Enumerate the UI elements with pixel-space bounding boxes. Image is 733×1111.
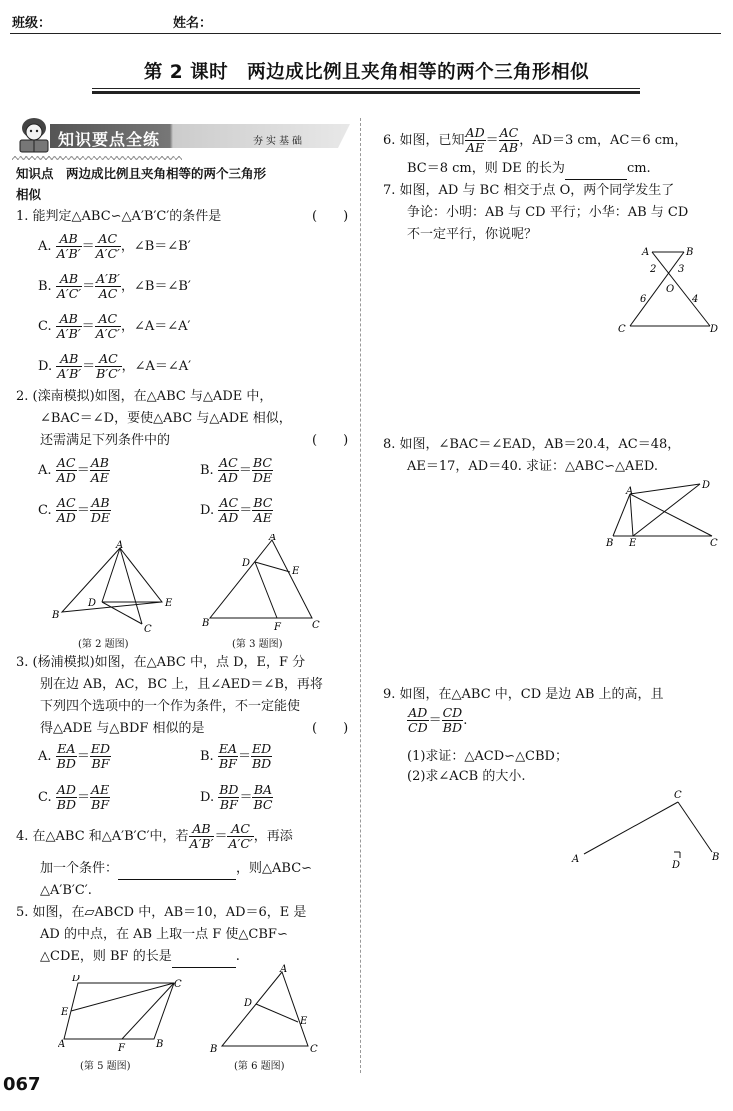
frac-num: AB	[91, 495, 110, 510]
frac-num: EA	[57, 741, 76, 756]
option-tail: ，∠A＝∠A′	[120, 319, 191, 334]
q6-line2	[407, 158, 651, 180]
option-label: B.	[38, 279, 52, 294]
svg-text:C: C	[710, 538, 718, 549]
frac-num: AC	[95, 312, 121, 327]
svg-text:A: A	[58, 1039, 66, 1050]
option-label: B.	[200, 463, 214, 478]
frac-num: AC	[219, 455, 238, 470]
frac-num: AC	[95, 232, 121, 247]
q2-answer-paren: ( )	[312, 433, 349, 448]
q8-line1: 8. 如图，∠BAC＝∠EAD，AB＝20.4，AC＝48，	[383, 437, 681, 452]
frac-den: BD	[252, 756, 272, 771]
q1-answer-paren: ( )	[312, 209, 349, 224]
q6-post: ，AD＝3 cm，AC＝6 cm，	[519, 133, 688, 148]
figure-q9	[570, 782, 730, 874]
option-label: D.	[200, 503, 215, 518]
q3-stem-line1: 3. (杨浦模拟)如图，在△ABC 中，点 D，E，F 分	[16, 655, 306, 670]
frac-den: BF	[91, 756, 110, 771]
frac-num: ED	[252, 741, 272, 756]
frac-num: BA	[253, 782, 273, 797]
svg-text:E: E	[629, 538, 637, 549]
q7-line3: 不一定平行，你说呢？	[407, 227, 538, 242]
frac-num: AB	[56, 352, 82, 367]
frac-den: AD	[56, 510, 76, 525]
q2-option-d: D. $\frac{AC}{AD}$ ＝ $\frac{BC}{AE}$	[200, 495, 273, 525]
svg-text:B: B	[210, 1044, 218, 1055]
q9-line2: $\frac{AD}{CD}$ ＝ $\frac{CD}{BD}$ .	[408, 705, 468, 735]
q3-option-c: C. $\frac{AD}{BD}$ ＝ $\frac{AE}{BF}$	[38, 782, 110, 812]
frac-den: A′B′	[56, 246, 81, 261]
svg-text:E: E	[292, 566, 300, 577]
q6-pre: 6. 如图，已知	[383, 133, 465, 148]
frac-den: DE	[90, 510, 110, 525]
header-rule	[10, 33, 721, 34]
frac-den: AE	[253, 510, 272, 525]
frac-den: AD	[219, 510, 239, 525]
frac-den: A′B′	[57, 366, 82, 381]
figure-q5-caption: (第 5 题图)	[80, 1061, 131, 1072]
svg-text:4: 4	[692, 294, 699, 305]
svg-text:A: A	[572, 854, 580, 865]
q1-option-d: D. $\frac{AB}{A'B'}$ ＝ $\frac{AC}{B'C'}$ ，∠A＝∠A′	[38, 351, 192, 381]
frac-num: BC	[252, 455, 272, 470]
svg-text:D: D	[672, 860, 681, 871]
q4-post: ，再添	[253, 829, 293, 844]
svg-text:O: O	[666, 284, 675, 295]
q9-sub2: (2)求∠ACB 的大小.	[407, 769, 526, 784]
option-label: B.	[200, 749, 214, 764]
q5-line1: 5. 如图，在▱ABCD 中，AB＝10，AD＝6，E 是	[16, 905, 307, 920]
frac-num: AB	[56, 272, 82, 287]
q4-answer-blank[interactable]	[118, 858, 236, 880]
svg-text:F: F	[118, 1043, 125, 1054]
q7-line1: 7. 如图，AD 与 BC 相交于点 O，两个同学发生了	[383, 183, 675, 198]
title-rule-thick	[92, 91, 640, 94]
frac-num: AD	[408, 705, 428, 720]
figure-q8	[600, 476, 725, 550]
page-number: 067	[3, 1074, 41, 1095]
svg-text:A: A	[116, 540, 124, 551]
frac-num: BD	[219, 782, 239, 797]
option-tail: ，∠A＝∠A′	[121, 359, 192, 374]
frac-den: AE	[466, 140, 485, 155]
svg-text:B: B	[712, 852, 720, 863]
frac-den: A′C′	[95, 246, 120, 261]
svg-text:A: A	[626, 486, 634, 497]
q4-line1: 4. 在△ABC 和△A′B′C′中，若 $\frac{AB}{A'B'}$ ＝ $\frac{AC}{A'C'}$ ，再添	[16, 821, 293, 851]
frac-den: A′B′	[56, 326, 81, 341]
q2-stem-line2: ∠BAC＝∠D，要使△ABC 与△ADE 相似，	[40, 411, 292, 426]
option-tail: ，∠B＝∠B′	[120, 239, 191, 254]
figure-q3-caption: (第 3 题图)	[232, 639, 283, 650]
frac-den: A′C′	[95, 326, 120, 341]
q6-line2-text: BC＝8 cm，则 DE 的长为	[407, 161, 565, 176]
q1-stem: 1. 能判定△ABC∽△A′B′C′的条件是	[16, 209, 222, 224]
svg-text:E: E	[165, 598, 173, 609]
svg-text:B: B	[156, 1039, 164, 1050]
figure-q2-caption: (第 2 题图)	[78, 639, 129, 650]
figure-q2	[46, 540, 186, 635]
frac-num: AE	[91, 782, 110, 797]
frac-den: BC	[253, 797, 273, 812]
frac-den: DE	[252, 470, 273, 485]
figure-q6	[208, 964, 322, 1058]
q2-option-c: C. $\frac{AC}{AD}$ ＝ $\frac{AB}{DE}$	[38, 495, 110, 525]
frac-den: AD	[218, 470, 238, 485]
svg-text:2: 2	[650, 264, 657, 275]
option-label: C.	[38, 503, 52, 518]
page-title: 第 2 课时 两边成比例且夹角相等的两个三角形相似	[143, 62, 590, 83]
q2-option-a: A. $\frac{AC}{AD}$ ＝ $\frac{AB}{AE}$	[38, 455, 109, 485]
frac-den: BF	[219, 797, 238, 812]
frac-num: AC	[95, 352, 121, 367]
frac-num: AB	[56, 312, 82, 327]
q2-stem-line3: 还需满足下列条件中的	[40, 433, 171, 448]
q4-line2-b: ，则△ABC∽	[236, 861, 313, 876]
q7-line2: 争论：小明：AB 与 CD 平行；小华：AB 与 CD	[407, 205, 689, 220]
frac-num: AC	[219, 495, 239, 510]
frac-num: AB	[189, 822, 215, 837]
frac-num: AD	[465, 125, 485, 140]
frac-den: BD	[56, 797, 76, 812]
option-label: A.	[38, 749, 52, 764]
q3-option-d: D. $\frac{BD}{BF}$ ＝ $\frac{BA}{BC}$	[200, 782, 273, 812]
svg-text:B: B	[202, 618, 210, 629]
svg-text:A: A	[269, 534, 277, 543]
option-label: A.	[38, 239, 52, 254]
frac-num: BC	[253, 495, 273, 510]
frac-num: AC	[57, 495, 76, 510]
option-label: A.	[38, 463, 52, 478]
svg-text:3: 3	[678, 264, 685, 275]
frac-den: BD	[442, 720, 463, 735]
q6-unit: cm.	[626, 161, 651, 176]
frac-den: BF	[218, 756, 237, 771]
frac-num: EA	[218, 741, 237, 756]
q6-answer-blank[interactable]	[565, 158, 627, 180]
svg-text:A: A	[280, 964, 288, 975]
figure-q5	[58, 975, 188, 1057]
option-label: C.	[38, 319, 52, 334]
student-mascot-icon	[12, 114, 56, 156]
q1-option-b: B. $\frac{AB}{A'C'}$ ＝ $\frac{A'B'}{AC}$ ，∠B＝∠B′	[38, 271, 191, 301]
section-banner-title: 知识要点全练	[58, 130, 161, 149]
frac-num: AD	[56, 782, 76, 797]
figure-q7	[616, 244, 726, 336]
q3-stem-line3: 下列四个选项中的一个作为条件，不一定能使	[40, 699, 301, 714]
frac-den: AD	[56, 470, 76, 485]
q9-line1: 9. 如图，在△ABC 中，CD 是边 AB 上的高，且	[383, 687, 664, 702]
frac-den: CD	[408, 720, 428, 735]
frac-num: A′B′	[96, 271, 121, 286]
class-label: 班级：	[12, 16, 52, 31]
q4-line2-a: 加一个条件：	[40, 861, 119, 876]
q3-option-b: B. $\frac{EA}{BF}$ ＝ $\frac{ED}{BD}$	[200, 741, 272, 771]
frac-den: A′B′	[189, 836, 214, 851]
frac-den: B′C′	[96, 366, 121, 381]
svg-text:D: D	[244, 998, 253, 1009]
frac-den: A′C′	[228, 836, 253, 851]
svg-text:D: D	[72, 975, 81, 984]
frac-den: BF	[91, 797, 109, 812]
q6-line1: 6. 如图，已知 $\frac{AD}{AE}$ ＝ $\frac{AC}{AB}$ ，AD＝3 cm，AC＝6 cm，	[383, 125, 688, 155]
svg-text:C: C	[312, 620, 320, 631]
q5-line2: AD 的中点，在 AB 上取一点 F 使△CBF∽	[40, 927, 288, 942]
q3-option-a: A. $\frac{EA}{BD}$ ＝ $\frac{ED}{BF}$	[38, 741, 111, 771]
q4-line2	[40, 858, 312, 880]
q3-stem-line4: 得△ADE 与△BDF 相似的是	[40, 721, 205, 736]
q9-frac-end: .	[463, 713, 468, 728]
frac-den: AB	[499, 140, 519, 155]
frac-num: AC	[56, 455, 76, 470]
frac-num: AC	[499, 125, 519, 140]
frac-den: AE	[90, 470, 109, 485]
svg-text:C: C	[674, 790, 682, 801]
knowledge-point-line2: 相似	[16, 187, 42, 202]
q2-stem-line1: 2. (滦南模拟)如图，在△ABC 与△ADE 中，	[16, 389, 273, 404]
svg-text:F: F	[274, 622, 281, 633]
q4-pre: 4. 在△ABC 和△A′B′C′中，若	[16, 829, 189, 844]
option-tail: ，∠B＝∠B′	[121, 279, 191, 294]
svg-text:D: D	[710, 324, 719, 335]
svg-text:D: D	[242, 558, 251, 569]
decorative-pattern	[12, 156, 182, 160]
option-label: C.	[38, 790, 52, 805]
svg-text:B: B	[686, 247, 694, 258]
svg-text:C: C	[618, 324, 626, 335]
svg-text:D: D	[88, 598, 97, 609]
frac-den: A′C′	[56, 286, 82, 301]
option-label: D.	[38, 359, 53, 374]
svg-text:6: 6	[640, 294, 647, 305]
q1-option-a: A. $\frac{AB}{A'B'}$ ＝ $\frac{AC}{A'C'}$ ，∠B＝∠B′	[38, 231, 191, 261]
svg-text:B: B	[606, 538, 614, 549]
title-rule	[92, 88, 640, 89]
figure-q6-caption: (第 6 题图)	[234, 1061, 285, 1072]
frac-num: CD	[442, 705, 463, 720]
knowledge-point-line1: 知识点 两边成比例且夹角相等的两个三角形	[16, 166, 267, 181]
column-divider	[360, 118, 361, 1073]
q2-option-b: B. $\frac{AC}{AD}$ ＝ $\frac{BC}{DE}$	[200, 455, 273, 485]
frac-num: AB	[90, 455, 109, 470]
svg-text:D: D	[702, 480, 711, 491]
svg-text:C: C	[174, 979, 182, 990]
q8-line2: AE＝17，AD＝40. 求证：△ABC∽△AED.	[407, 459, 659, 474]
frac-den: AC	[98, 286, 118, 301]
svg-text:C: C	[310, 1044, 318, 1055]
svg-text:B: B	[52, 610, 60, 621]
svg-text:A: A	[642, 247, 650, 258]
frac-num: AB	[56, 232, 82, 247]
q3-answer-paren: ( )	[312, 721, 349, 736]
q5-line3-text: △CDE，则 BF 的长是	[40, 949, 172, 964]
name-label: 姓名：	[173, 16, 213, 31]
frac-num: AC	[227, 822, 253, 837]
section-banner-subtitle: 夯实基础	[253, 136, 305, 147]
q3-stem-line2: 别在边 AB，AC，BC 上，且∠AED＝∠B，再将	[40, 677, 323, 692]
frac-num: ED	[90, 741, 111, 756]
frac-den: BD	[56, 756, 76, 771]
svg-text:E: E	[61, 1007, 69, 1018]
q5-end: .	[235, 949, 240, 964]
q4-line3: △A′B′C′.	[40, 883, 92, 898]
figure-q3	[202, 534, 322, 634]
svg-text:C: C	[144, 624, 152, 635]
q9-sub1: (1)求证：△ACD∽△CBD；	[407, 749, 568, 764]
q1-option-c: C. $\frac{AB}{A'B'}$ ＝ $\frac{AC}{A'C'}$ ，∠A＝∠A′	[38, 311, 191, 341]
svg-text:E: E	[300, 1016, 308, 1027]
option-label: D.	[200, 790, 215, 805]
